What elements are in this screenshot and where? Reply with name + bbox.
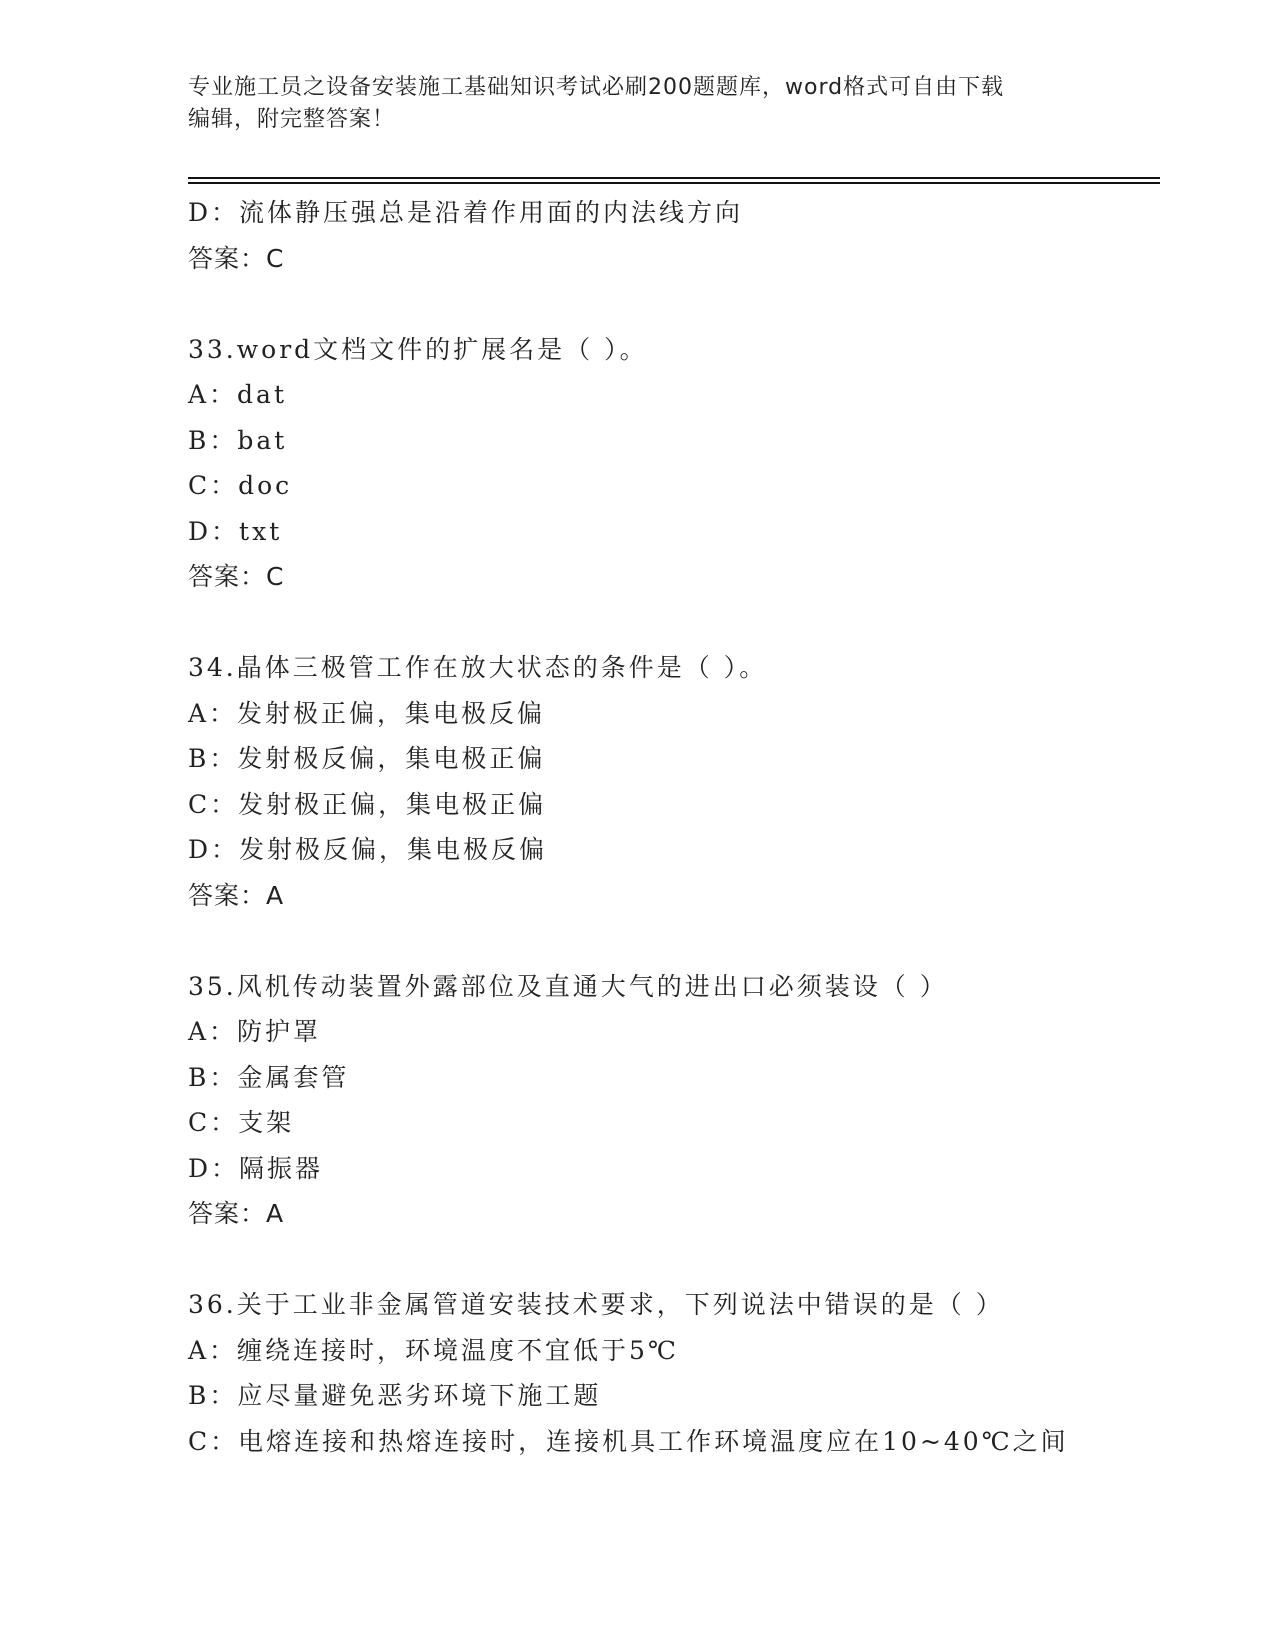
header-title-line-1: 专业施工员之设备安装施工基础知识考试必刷200题题库，word格式可自由下载 (188, 75, 1005, 100)
option-b: B：金属套管 (188, 1062, 350, 1092)
option-a: A：发射极正偏，集电极反偏 (188, 698, 546, 728)
option-c: C：支架 (188, 1108, 295, 1137)
option-b: B：应尽量避免恶劣环境下施工题 (188, 1381, 602, 1410)
spacer (188, 281, 1148, 327)
question-stem-33: 33.word文档文件的扩展名是（ ）。 (188, 334, 648, 364)
question-content (188, 190, 1148, 1464)
answer-line: 答案：C (188, 562, 285, 591)
header-rule-bottom (188, 182, 1160, 184)
option-a: A：dat (188, 380, 288, 409)
option-c: C：电熔连接和热熔连接时，连接机具工作环境温度应在10~40℃之间 (188, 1426, 1069, 1456)
answer-line: 答案：A (188, 1199, 285, 1228)
option-b: B：发射极反偏，集电极正偏 (188, 744, 546, 773)
question-stem-34: 34.晶体三极管工作在放大状态的条件是（ ）。 (188, 653, 768, 682)
question-stem-36: 36.关于工业非金属管道安装技术要求，下列说法中错误的是（ ） (188, 1290, 1004, 1319)
option-a: A：防护罩 (188, 1017, 322, 1046)
spacer (188, 918, 1148, 964)
answer-line: 答案：A (188, 880, 285, 910)
option-d: D：流体静压强总是沿着作用面的内法线方向 (188, 198, 744, 227)
header-title-line-2: 编辑，附完整答案！ (188, 107, 396, 132)
spacer (188, 1237, 1148, 1283)
document-header (188, 72, 1068, 136)
option-a: A：缠绕连接时，环境温度不宜低于5℃ (188, 1335, 679, 1365)
question-stem-35: 35.风机传动装置外露部位及直通大气的进出口必须装设（ ） (188, 971, 948, 1001)
option-c: C：发射极正偏，集电极正偏 (188, 789, 547, 819)
option-d: D：发射极反偏，集电极反偏 (188, 835, 548, 864)
spacer (188, 600, 1148, 646)
option-b: B：bat (188, 425, 288, 455)
option-d: D：隔振器 (188, 1153, 324, 1183)
header-rule-top (188, 177, 1160, 179)
option-d: D：txt (188, 516, 283, 546)
answer-line: 答案：C (188, 243, 285, 273)
option-c: C：doc (188, 471, 293, 500)
